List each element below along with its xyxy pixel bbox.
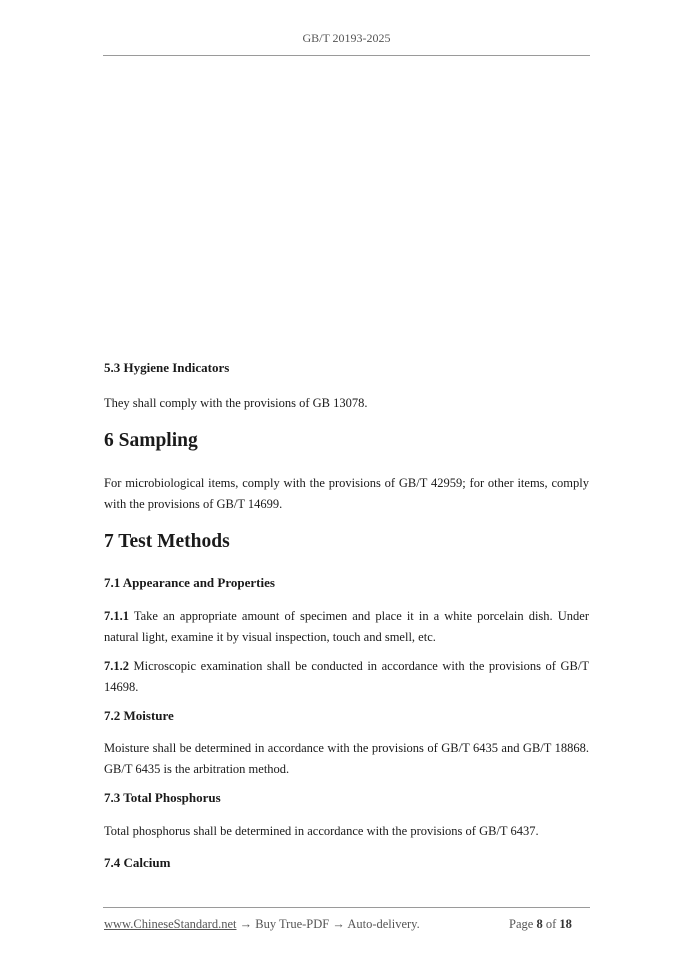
- page-label: Page: [509, 917, 534, 931]
- section-heading-6: 6 Sampling: [104, 430, 198, 451]
- clause-text: Take an appropriate amount of specimen and place it in a white porcelain dish. Under natural light, examine it by visual inspection, touch and smell, etc.: [104, 609, 589, 644]
- buy-text: Buy True-PDF: [255, 917, 330, 931]
- section-heading-5-3: 5.3 Hygiene Indicators: [104, 360, 230, 375]
- paragraph-5-3: They shall comply with the provisions of GB 13078.: [104, 396, 368, 410]
- arrow-right-icon: →: [239, 917, 253, 931]
- of-label: of: [545, 917, 557, 931]
- section-heading-7-4: 7.4 Calcium: [104, 855, 171, 870]
- arrow-right-icon: →: [332, 917, 345, 931]
- section-heading-7: 7 Test Methods: [104, 531, 230, 552]
- clause-number: 7.1.2: [104, 659, 129, 673]
- delivery-text: Auto-delivery.: [347, 917, 420, 931]
- section-heading-7-1: 7.1 Appearance and Properties: [104, 575, 275, 590]
- section-heading-7-3: 7.3 Total Phosphorus: [104, 790, 221, 805]
- clause-number: 7.1.1: [104, 609, 129, 623]
- paragraph-6: For microbiological items, comply with the provisions of GB/T 42959; for other items, comply with the provisions of GB/T 14699.: [104, 476, 589, 511]
- paragraph-7-1-2: [104, 656, 589, 698]
- current-page-number: 8: [536, 917, 543, 931]
- clause-text: Microscopic examination shall be conducted in accordance with the provisions of GB/T 14698.: [104, 659, 589, 694]
- paragraph-7-2: Moisture shall be determined in accordance with the provisions of GB/T 6435 and GB/T 18868. GB/T 6435 is the arbitration method.: [104, 741, 589, 776]
- footer-promo: [104, 917, 420, 932]
- paragraph-7-3: Total phosphorus shall be determined in accordance with the provisions of GB/T 6437.: [104, 824, 539, 838]
- paragraph-7-1-1: [104, 606, 589, 648]
- footer-divider: [103, 907, 590, 908]
- website-link[interactable]: www.ChineseStandard.net: [104, 917, 237, 931]
- page-indicator: [509, 917, 572, 932]
- section-heading-7-2: 7.2 Moisture: [104, 708, 174, 723]
- running-header: GB/T 20193-2025: [302, 31, 391, 45]
- total-pages-number: 18: [559, 917, 572, 931]
- header-divider: [103, 55, 590, 56]
